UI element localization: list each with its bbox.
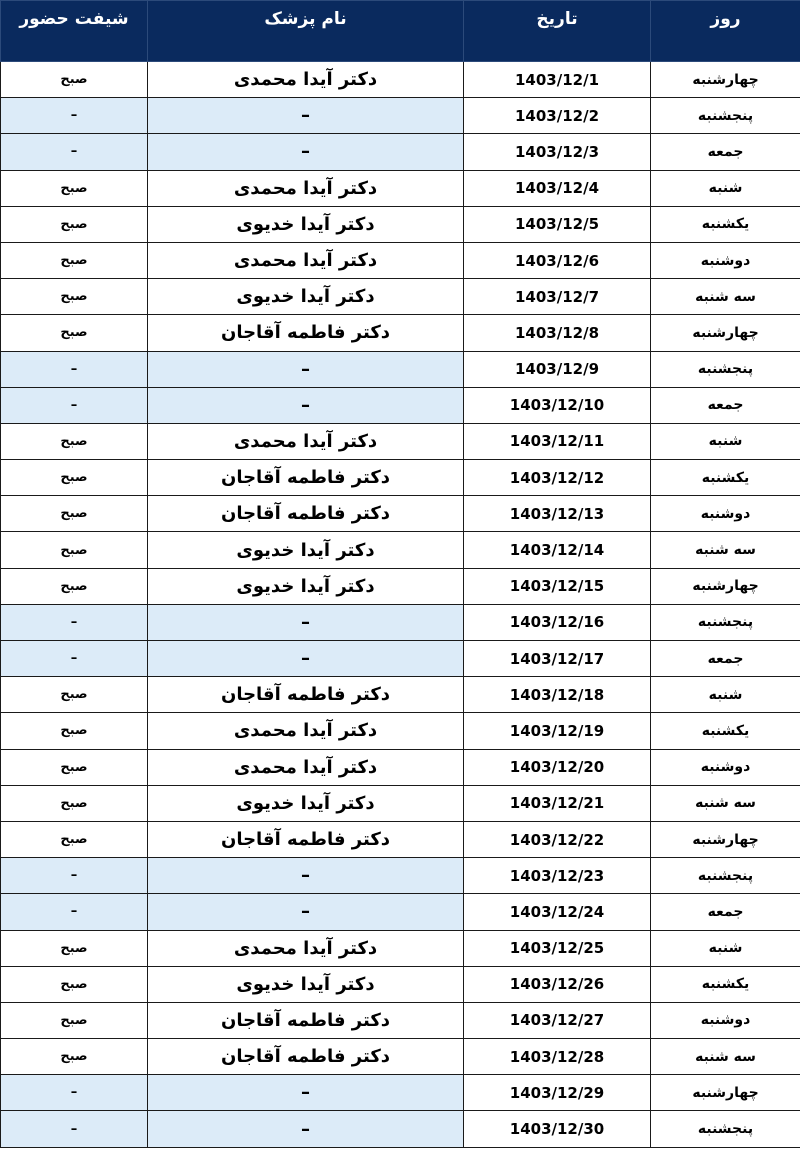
shift-cell: – xyxy=(1,134,148,170)
table-row xyxy=(1,315,800,351)
date-cell: 1403/12/28 xyxy=(464,1039,651,1075)
table-row xyxy=(1,387,800,423)
doctor-cell: دکتر آیدا محمدی xyxy=(148,930,464,966)
date-cell: 1403/12/19 xyxy=(464,713,651,749)
shift-cell: – xyxy=(1,1075,148,1111)
table-row xyxy=(1,858,800,894)
date-cell: 1403/12/11 xyxy=(464,423,651,459)
shift-cell: صبح xyxy=(1,423,148,459)
table-row xyxy=(1,821,800,857)
date-cell: 1403/12/5 xyxy=(464,206,651,242)
shift-cell: صبح xyxy=(1,62,148,98)
shift-cell: صبح xyxy=(1,930,148,966)
doctor-cell: – xyxy=(148,351,464,387)
table-row xyxy=(1,423,800,459)
table-row xyxy=(1,532,800,568)
day-cell: سه شنبه xyxy=(651,1039,800,1075)
doctor-cell: دکتر آیدا محمدی xyxy=(148,749,464,785)
doctor-cell: – xyxy=(148,1075,464,1111)
date-cell: 1403/12/8 xyxy=(464,315,651,351)
table-row xyxy=(1,568,800,604)
date-cell: 1403/12/7 xyxy=(464,279,651,315)
table-row xyxy=(1,1111,800,1147)
table-row xyxy=(1,1075,800,1111)
shift-cell: صبح xyxy=(1,677,148,713)
shift-cell: صبح xyxy=(1,242,148,278)
doctor-cell: دکتر فاطمه آقاجان xyxy=(148,315,464,351)
shift-cell: – xyxy=(1,858,148,894)
table-row xyxy=(1,1002,800,1038)
doctor-cell: دکتر آیدا محمدی xyxy=(148,62,464,98)
table-header xyxy=(1,1,800,62)
table-row xyxy=(1,242,800,278)
doctor-cell: دکتر فاطمه آقاجان xyxy=(148,821,464,857)
doctor-cell: – xyxy=(148,387,464,423)
day-cell: سه شنبه xyxy=(651,279,800,315)
day-cell: دوشنبه xyxy=(651,749,800,785)
shift-cell: صبح xyxy=(1,966,148,1002)
doctor-cell: دکتر آیدا خدیوی xyxy=(148,206,464,242)
doctor-cell: دکتر فاطمه آقاجان xyxy=(148,1002,464,1038)
shift-cell: صبح xyxy=(1,496,148,532)
day-cell: چهارشنبه xyxy=(651,62,800,98)
day-cell: سه شنبه xyxy=(651,532,800,568)
table-row xyxy=(1,134,800,170)
day-cell: یکشنبه xyxy=(651,966,800,1002)
day-cell: یکشنبه xyxy=(651,460,800,496)
shift-cell: صبح xyxy=(1,315,148,351)
doctor-cell: دکتر آیدا محمدی xyxy=(148,242,464,278)
shift-cell: – xyxy=(1,641,148,677)
date-cell: 1403/12/27 xyxy=(464,1002,651,1038)
day-cell: یکشنبه xyxy=(651,713,800,749)
day-cell: جمعه xyxy=(651,894,800,930)
date-cell: 1403/12/15 xyxy=(464,568,651,604)
shift-cell: صبح xyxy=(1,206,148,242)
date-cell: 1403/12/30 xyxy=(464,1111,651,1147)
doctor-cell: – xyxy=(148,98,464,134)
date-cell: 1403/12/24 xyxy=(464,894,651,930)
doctor-cell: دکتر آیدا خدیوی xyxy=(148,785,464,821)
shift-cell: صبح xyxy=(1,1002,148,1038)
doctor-cell: دکتر آیدا محمدی xyxy=(148,423,464,459)
date-cell: 1403/12/10 xyxy=(464,387,651,423)
date-cell: 1403/12/17 xyxy=(464,641,651,677)
shift-cell: – xyxy=(1,894,148,930)
table-row xyxy=(1,677,800,713)
table-row xyxy=(1,1039,800,1075)
header-row xyxy=(1,1,800,62)
date-cell: 1403/12/3 xyxy=(464,134,651,170)
table-row xyxy=(1,496,800,532)
shift-cell: صبح xyxy=(1,279,148,315)
table-row xyxy=(1,785,800,821)
day-cell: شنبه xyxy=(651,677,800,713)
day-cell: پنجشنبه xyxy=(651,1111,800,1147)
day-cell: پنجشنبه xyxy=(651,858,800,894)
shift-cell: صبح xyxy=(1,1039,148,1075)
date-cell: 1403/12/2 xyxy=(464,98,651,134)
date-cell: 1403/12/22 xyxy=(464,821,651,857)
header-day: روز xyxy=(651,1,800,62)
shift-cell: صبح xyxy=(1,749,148,785)
table-body xyxy=(1,62,800,1148)
date-cell: 1403/12/25 xyxy=(464,930,651,966)
doctor-cell: دکتر فاطمه آقاجان xyxy=(148,460,464,496)
table-row xyxy=(1,966,800,1002)
date-cell: 1403/12/18 xyxy=(464,677,651,713)
day-cell: شنبه xyxy=(651,170,800,206)
doctor-cell: – xyxy=(148,1111,464,1147)
day-cell: چهارشنبه xyxy=(651,315,800,351)
shift-cell: صبح xyxy=(1,713,148,749)
date-cell: 1403/12/16 xyxy=(464,604,651,640)
table-row xyxy=(1,460,800,496)
doctor-cell: – xyxy=(148,134,464,170)
day-cell: چهارشنبه xyxy=(651,568,800,604)
table-row xyxy=(1,930,800,966)
date-cell: 1403/12/29 xyxy=(464,1075,651,1111)
shift-cell: – xyxy=(1,604,148,640)
doctor-cell: دکتر آیدا خدیوی xyxy=(148,568,464,604)
day-cell: جمعه xyxy=(651,134,800,170)
header-date: تاریخ xyxy=(464,1,651,62)
day-cell: دوشنبه xyxy=(651,242,800,278)
date-cell: 1403/12/20 xyxy=(464,749,651,785)
doctor-cell: – xyxy=(148,894,464,930)
date-cell: 1403/12/14 xyxy=(464,532,651,568)
doctor-cell: – xyxy=(148,641,464,677)
day-cell: سه شنبه xyxy=(651,785,800,821)
table-row xyxy=(1,98,800,134)
date-cell: 1403/12/4 xyxy=(464,170,651,206)
date-cell: 1403/12/23 xyxy=(464,858,651,894)
shift-cell: صبح xyxy=(1,785,148,821)
date-cell: 1403/12/26 xyxy=(464,966,651,1002)
doctor-cell: دکتر آیدا محمدی xyxy=(148,713,464,749)
table-row xyxy=(1,749,800,785)
date-cell: 1403/12/9 xyxy=(464,351,651,387)
day-cell: یکشنبه xyxy=(651,206,800,242)
shift-cell: صبح xyxy=(1,460,148,496)
table-row xyxy=(1,894,800,930)
shift-cell: صبح xyxy=(1,170,148,206)
table-row xyxy=(1,604,800,640)
day-cell: جمعه xyxy=(651,641,800,677)
doctor-cell: دکتر فاطمه آقاجان xyxy=(148,1039,464,1075)
day-cell: شنبه xyxy=(651,930,800,966)
shift-cell: – xyxy=(1,1111,148,1147)
shift-cell: – xyxy=(1,387,148,423)
header-shift: شیفت حضور xyxy=(1,1,148,62)
day-cell: چهارشنبه xyxy=(651,821,800,857)
shift-cell: صبح xyxy=(1,821,148,857)
doctor-cell: – xyxy=(148,858,464,894)
doctor-cell: دکتر آیدا خدیوی xyxy=(148,532,464,568)
date-cell: 1403/12/12 xyxy=(464,460,651,496)
day-cell: دوشنبه xyxy=(651,1002,800,1038)
doctor-cell: دکتر فاطمه آقاجان xyxy=(148,496,464,532)
date-cell: 1403/12/6 xyxy=(464,242,651,278)
day-cell: شنبه xyxy=(651,423,800,459)
day-cell: جمعه xyxy=(651,387,800,423)
header-doctor: نام پزشک xyxy=(148,1,464,62)
table-row xyxy=(1,279,800,315)
doctor-cell: دکتر آیدا محمدی xyxy=(148,170,464,206)
day-cell: پنجشنبه xyxy=(651,351,800,387)
table-row xyxy=(1,206,800,242)
table-row xyxy=(1,713,800,749)
shift-cell: – xyxy=(1,98,148,134)
date-cell: 1403/12/1 xyxy=(464,62,651,98)
day-cell: پنجشنبه xyxy=(651,98,800,134)
doctor-cell: دکتر فاطمه آقاجان xyxy=(148,677,464,713)
day-cell: دوشنبه xyxy=(651,496,800,532)
doctor-cell: دکتر آیدا خدیوی xyxy=(148,966,464,1002)
date-cell: 1403/12/13 xyxy=(464,496,651,532)
date-cell: 1403/12/21 xyxy=(464,785,651,821)
day-cell: چهارشنبه xyxy=(651,1075,800,1111)
table-row xyxy=(1,641,800,677)
table-row xyxy=(1,351,800,387)
shift-cell: صبح xyxy=(1,532,148,568)
table-row xyxy=(1,62,800,98)
doctor-cell: – xyxy=(148,604,464,640)
doctor-cell: دکتر آیدا خدیوی xyxy=(148,279,464,315)
table-row xyxy=(1,170,800,206)
shift-cell: صبح xyxy=(1,568,148,604)
day-cell: پنجشنبه xyxy=(651,604,800,640)
shift-cell: – xyxy=(1,351,148,387)
